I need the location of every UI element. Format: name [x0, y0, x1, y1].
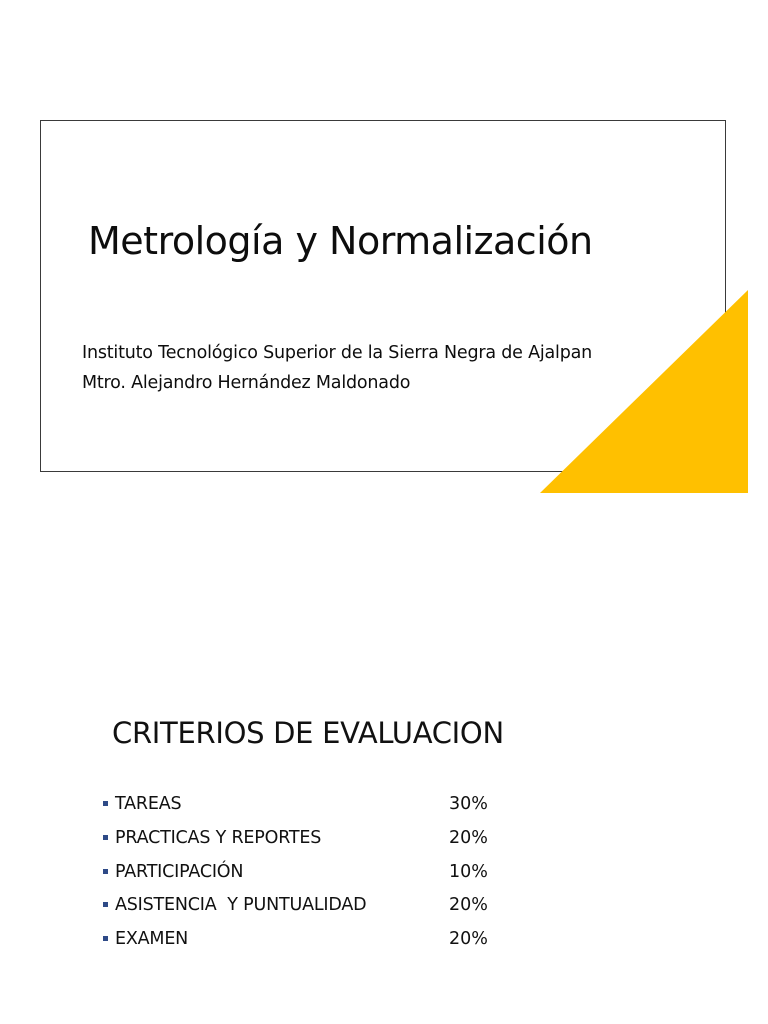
criteria-label: PARTICIPACIÓN: [115, 861, 244, 882]
bullet-icon: [103, 869, 108, 874]
list-item: [103, 890, 503, 924]
bullet-icon: [103, 835, 108, 840]
slide-title: Metrología y Normalización: [88, 219, 593, 263]
bullet-icon: [103, 801, 108, 806]
criteria-label: PRACTICAS Y REPORTES: [115, 827, 322, 848]
criteria-label: ASISTENCIA Y PUNTUALIDAD: [115, 895, 367, 916]
criteria-label: TAREAS: [115, 794, 182, 814]
institution-name: Instituto Tecnológico Superior de la Sierra Negra de Ajalpan: [82, 343, 593, 363]
list-item: [103, 789, 503, 823]
list-item: [103, 924, 503, 958]
criteria-percentage: 30%: [449, 794, 488, 814]
criteria-percentage: 20%: [449, 895, 488, 916]
bullet-icon: [103, 936, 108, 941]
criteria-list: [103, 789, 503, 958]
list-item: [103, 857, 503, 891]
author-name: Mtro. Alejandro Hernández Maldonado: [82, 373, 411, 393]
list-item: [103, 823, 503, 857]
criteria-title: CRITERIOS DE EVALUACION: [112, 716, 504, 750]
criteria-percentage: 10%: [449, 861, 488, 882]
bullet-icon: [103, 902, 108, 907]
criteria-percentage: 20%: [449, 827, 488, 848]
criteria-label: EXAMEN: [115, 929, 189, 950]
slide-subtitle: [82, 338, 592, 398]
criteria-percentage: 20%: [449, 929, 488, 950]
